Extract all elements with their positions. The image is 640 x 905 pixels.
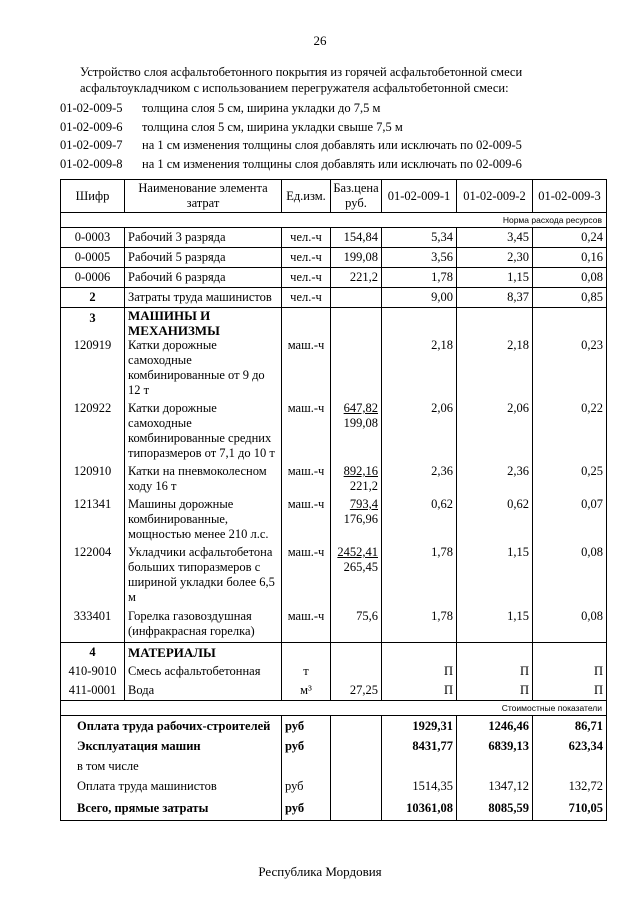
cost-label: Стоимостные показатели [61,701,607,716]
col-c3-header: 01-02-009-3 [533,180,607,213]
table-row: 120919 Катки дорожные самоходные комбинированные от 9 до 12 т маш.-ч 2,18 2,18 0,23 [61,338,607,398]
intro-text [80,64,580,96]
section-materials: 4 МАТЕРИАЛЫ [61,643,607,663]
col-name-header: Наименование элемента затрат [125,180,282,213]
col-code-header: Шифр [61,180,125,213]
intro-line-2: асфальтоукладчиком с использованием перегружателя асфальтобетонной смеси: [80,81,509,95]
footer-region: Республика Мордовия [258,864,382,879]
summary-row: Оплата труда машинистов руб 1514,35 1347,12 132,72 [61,776,607,796]
code-line: 01-02-009-7 на 1 см изменения толщины слоя добавлять или исключать по 02-009-5 [60,138,522,152]
table-row: 0-0006 Рабочий 6 разряда чел.-ч 221,2 1,78 1,15 0,08 [61,268,607,288]
table-header [61,180,607,213]
table-row: 120922 Катки дорожные самоходные комбинированные средних типоразмеров от 7,1 до 10 т маш.-ч 647,82 199,08 2,06 2,06 0,22 [61,398,607,461]
intro-line-1: Устройство слоя асфальтобетонного покрытия из горячей асфальтобетонной смеси [80,65,523,79]
code-line: 01-02-009-6 толщина слоя 5 см, ширина укладки свыше 7,5 м [60,119,403,134]
col-c1-header: 01-02-009-1 [382,180,457,213]
table-row: 0-0005 Рабочий 5 разряда чел.-ч 199,08 3,56 2,30 0,16 [61,248,607,268]
code-list [60,99,620,173]
summary-row: Всего, прямые затраты руб 10361,08 8085,59 710,05 [61,796,607,821]
table-row-machinist-labor: 2 Затраты труда машинистов чел.-ч 9,00 8,37 0,85 [61,288,607,308]
page-number: 26 [313,33,327,48]
table-row: 410-9010 Смесь асфальтобетонная т П П П [61,662,607,681]
table-row: 122004 Укладчики асфальтобетона больших типоразмеров с шириной укладки более 6,5 м маш.-ч 2452,41 265,45 1,78 1,15 0,08 [61,542,607,605]
table-row: 121341 Машины дорожные комбинированные, мощностью менее 210 л.с. маш.-ч 793,4 176,96 0,62 0,62 0,07 [61,494,607,542]
code-line: 01-02-009-5 толщина слоя 5 см, ширина укладки до 7,5 м [60,101,381,115]
col-unit-header: Ед.изм. [282,180,331,213]
table-row: 333401 Горелка газовоздушная (инфракрасная горелка) маш.-ч 75,6 1,78 1,15 0,08 [61,605,607,643]
summary-row: Оплата труда рабочих-строителей руб 1929,31 1246,46 86,71 [61,716,607,737]
resource-table [60,179,607,821]
table-row: 0-0003 Рабочий 3 разряда чел.-ч 154,84 5,34 3,45 0,24 [61,228,607,248]
table-row: 411-0001 Вода м³ 27,25 П П П [61,681,607,701]
summary-row: Эксплуатация машин руб 8431,77 6839,13 623,34 [61,736,607,756]
summary-row: в том числе [61,756,607,776]
col-price-header: Баз.цена руб. [331,180,382,213]
code-line: 01-02-009-8 на 1 см изменения толщины слоя добавлять или исключать по 02-009-6 [60,156,522,171]
col-c2-header: 01-02-009-2 [457,180,533,213]
table-row: 120910 Катки на пневмоколесном ходу 16 т маш.-ч 892,16 221,2 2,36 2,36 0,25 [61,461,607,494]
norm-label: Норма расхода ресурсов [61,213,607,228]
section-machines: 3 МАШИНЫ И МЕХАНИЗМЫ [61,308,607,339]
